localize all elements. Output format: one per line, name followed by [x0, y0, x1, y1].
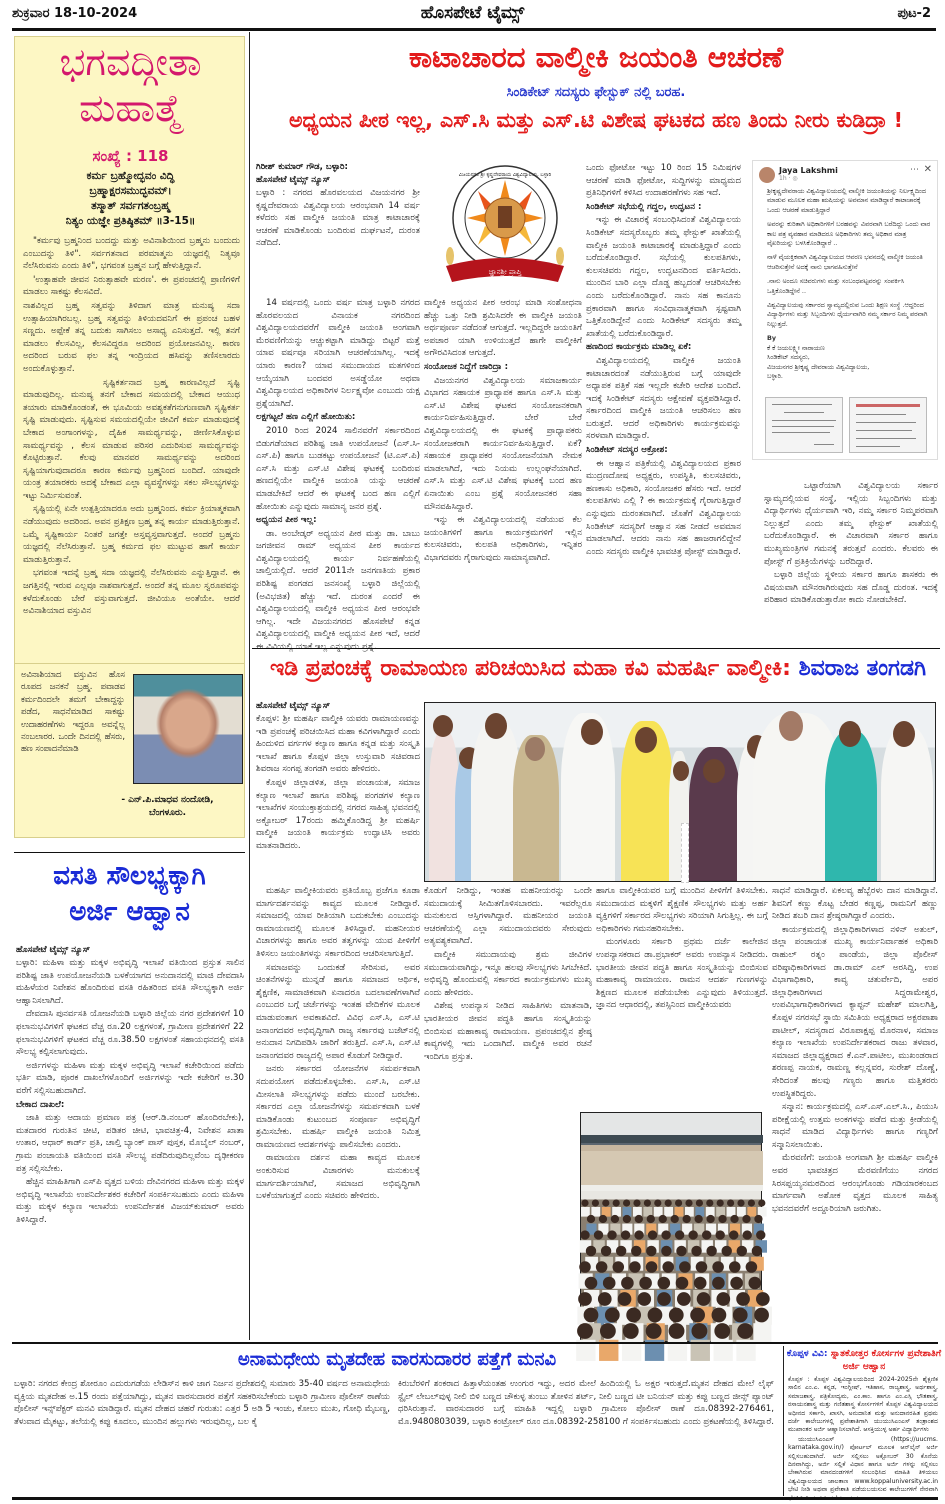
- audience-member-head: [618, 1292, 632, 1306]
- shloka-line: ತಸ್ಮಾತ್ ಸರ್ವಗತಂಬ್ರಹ್ಮ: [91, 200, 170, 212]
- audience-member-head: [647, 1215, 655, 1223]
- audience-member-head: [730, 1215, 738, 1223]
- logo-outer-text: ವಿಜಯನಗರ ಶ್ರೀ ಕೃಷ್ಣದೇವರಾಯ ವಿಶ್ವವಿದ್ಯಾಲಯ, ಬಳ್ಳಾರಿ: [458, 172, 552, 178]
- audience-member-head: [717, 1199, 724, 1206]
- lead-subhead: ಸಿಂಡಿಕೇಟ್ ಸದಸ್ಯರ ಆಕ್ರೋಶ:: [586, 445, 668, 456]
- audience-member-head: [716, 1292, 730, 1306]
- koppal-headline-blue: ಕೊಪ್ಪಳ ವಿವಿ:: [786, 1348, 828, 1359]
- audience-member-head: [654, 1199, 661, 1206]
- gita-number: ಸಂಖ್ಯೆ : 118: [92, 147, 169, 165]
- lead-paragraph: ಒಂದು ಫೋಟೋ ಇಟ್ಟು 10 ರಿಂದ 15 ನಿಮಿಷಗಳ ಆಚರಣೆ ಮಾಡಿ ಫೋಟೋ, ಸುದ್ದಿಗಳನ್ನು ಮಾಧ್ಯಮದ ಪ್ರತಿನಿಧಿಗಳಿಗೆ ಕಳಿಸಿದ ಉದಾಹರಣೆಗಳು ಸಹ ಇದೆ.: [586, 163, 741, 199]
- audience-member-head: [646, 1261, 658, 1273]
- author-signature: [95, 794, 240, 820]
- audience-member-head: [742, 1215, 750, 1223]
- lead-byline-author: ಗಿರೀಶ್ ಕುಮಾರ್ ಗೌಡ, ಬಳ್ಳಾರಿ:: [256, 162, 348, 172]
- ramayana-paragraph: ಮಹರ್ಷಿ ವಾಲ್ಮೀಕಿಯವರು ಪ್ರತಿಯೊಬ್ಬ ಪ್ರಜೆಗೂ ಕೂಡಾ ಮಾರ್ಗದರ್ಶನವನ್ನು ಕಾವ್ಯದ ಮೂಲಕ ನೀಡಿದ್ದಾರೆ. ಸಮಾಜದಲ್ಲಿ ಯಾವ ರೀತಿಯಾಗಿ ಬದುಕಬೇಕು ಎಂಬುದನ್ನು ರಾಮಾಯಣದಲ್ಲಿ ಮೂಲಕ ತಿಳಿಸಿದ್ದಾರೆ. ಮಹನೀಯರ ವಿಚಾರಗಳನ್ನು ಹಾಗೂ ಅವರ ತತ್ವಗಳನ್ನು ಯುವ ಪೀಳಿಗೆಗೆ ತಿಳಿಸಲು ಜಯಂತಿಗಳನ್ನು ಸರ್ಕಾರದಿಂದ ಆಚರಿಸಲಾಗುತ್ತಿದೆ.: [256, 886, 420, 959]
- audience-member-head: [712, 1277, 725, 1290]
- column-divider: [249, 32, 250, 1340]
- audience-member-head: [685, 1199, 692, 1206]
- audience-member-head: [696, 1261, 708, 1273]
- ramayana-paragraph: ಸಾಧನೆ ಮಾಡಿದ್ದಾರೆ. ಏಕಲವ್ಯ ಹೆಬ್ಬೆರಳು ದಾನ ಮಾಡಿದ್ದಾನೆ. ಶಿವನಿಗೆ ಕಣ್ಣು ಕೊಟ್ಟ ಬೇಡರ ಕಣ್ಣಪ್ಪ, ರಾಮನಿಗೆ ಹಣ್ಣು ನೀಡಿದ ಶಬರಿ ದಾನ ಶ್ರೇಷ್ಠರಾಗಿದ್ದಾರೆ ಎಂದರು.: [772, 886, 938, 922]
- gita-body: [23, 235, 240, 655]
- logo-lamp-right: [556, 247, 564, 265]
- crowd-heads: [576, 1199, 772, 1361]
- lead-paragraph: 2010 ರಿಂದ 2024 ಸಾಲಿನವರೆಗೆ ಸರ್ಕಾರದಿಂದ ಬಿಡುಗಡೆಯಾದ ಪರಿಶಿಷ್ಟ ಜಾತಿ ಉಪಯೋಜನೆ (ಎಸ್.ಸಿ-ಎಸ್.ಪಿ) ಹಾಗೂ ಬುಡಕಟ್ಟು ಉಪಯೋಜನೆ (ಟಿ.ಎಸ್.ಪಿ) ಎಸ್.ಸಿ ಮತ್ತು ಎಸ್.ಟಿ ವಿಶೇಷ ಘಟಕಕ್ಕೆ ಬಂದಿರುವ ಹಣದಲ್ಲಿಯೇ ವಾಲ್ಮೀಕಿ ಜಯಂತಿ ಯನ್ನು ಆಚರಣೆ ಮಾಡಬೇಕಿದೆ ಆದರೆ ಈ ಘಟಕಕ್ಕೆ ಬಂದ ಹಣ ಎಲ್ಲಿಗೆ ಹೋಯಿತು ಎನ್ನುವುದು ಸಾಮಾನ್ಯ ಜನರ ಪ್ರಶ್ನೆ.: [256, 425, 420, 512]
- audience-member-head: [694, 1277, 707, 1290]
- anonymous-body-headline: [14, 1347, 780, 1373]
- divider: [252, 648, 940, 649]
- lead-paragraph: ಬಳ್ಳಾರಿ ಜಿಲ್ಲೆಯ ಸ್ಥಳೀಯ ಸರ್ಕಾರ ಹಾಗೂ ಶಾಸಕರು ಈ ವಿಷಯವಾಗಿ ಮೌನರಾಗಿರುವುದು ಸಹ ದೊಡ್ಡ ದುರಂತ. ಇದಕ್ಕೆ ಪರಿಹಾರ ಮಾಡಿಕೊಡುತ್ತಾರೋ ಕಾದು ನೋಡಬೇಕಿದೆ.: [764, 570, 938, 606]
- university-logo: [432, 162, 578, 296]
- audience-member-head: [683, 1215, 691, 1223]
- lead-paragraph: ಈ ಆಹ್ವಾನ ಪತ್ರಿಕೆಯಲ್ಲಿ ವಿಶ್ವವಿದ್ಯಾಲಯದ ಪ್ರಕಾರ ಮುದ್ರಣದೋಷ ಅಧ್ಯಕ್ಷರು, ಉಪಸ್ಥಿತಿ, ಕುಲಸಚಿವರು, ಹಣಕಾಸು ಅಧಿಕಾರಿ, ಸಂಯೋಜಕರ ಹೆಸರು ಇದೆ. ಆದರೆ ಕುಲಪತಿಗಳು ಎಲ್ಲಿ ? ಈ ಕಾರ್ಯಕ್ರಮಕ್ಕೆ ಗೈರಾಗುತ್ತಿದ್ದಾರೆ ಎನ್ನುವುದು ದುರಂತವಾಗಿದೆ. ಜೊತೆಗೆ ವಿಶ್ವವಿದ್ಯಾಲಯ ಸಿಂಡಿಕೇಟ್ ಸದಸ್ಯರಿಗೆ ಆಹ್ವಾನ ಸಹ ನೀಡದೆ ಅವಮಾನ ಮಾಡಲಾಗಿದೆ. ಆದರು ನಾನು ಸಹ ಹಾಜರಾಗಲಿದ್ದೇನೆ ಎಂದು ಸದಸ್ಯರು ವಾಲ್ಮೀಕಿ ಭಾವಚಿತ್ರ ಪೋಸ್ಟ್ ಮಾಡಿದ್ದಾರೆ.: [586, 458, 741, 557]
- audience-member-head: [658, 1277, 671, 1290]
- audience-member-head: [706, 1215, 714, 1223]
- audience-member-head: [718, 1215, 726, 1223]
- audience-member-head: [714, 1323, 730, 1339]
- audience-member-head: [635, 1215, 643, 1223]
- gita-paragraph: ಸೃಷ್ಟಿಕರ್ತನಾದ ಬ್ರಹ್ಮ ಕಾರಣವಿಲ್ಲದೆ ಸೃಷ್ಟಿ ಮಾಡುವುದಿಲ್ಲ. ಮನುಷ್ಯ ತನಗೆ ಬೇಕಾದ ಸಮಯದಲ್ಲಿ ಬೇಕಾದ ಆಯುಧ ತಯಾರು ಮಾಡಿಕೊಂಡಂತೆ, ಈ ಭೂಮಿಯ ಅವಶ್ಯಕತೆಗನುಗುಣವಾಗಿ ಸೃಷ್ಟಿಕರ್ತ ಸೃಷ್ಟಿ ಮಾಡುವುದು. ಸೃಷ್ಟಿಸುವ ಸಮಯದಲ್ಲಿಯೇ ಜೀವಿಗೆ ಕರ್ಮ ಮಾಡುವುದಕ್ಕೆ ಬೇಕಾದ ಅಂಗಾಂಗಳನ್ನು, ದೈಹಿಕ ಸಾಮರ್ಥ್ಯವನ್ನು, ಜೀರ್ಣಿಸಿಕೊಳ್ಳುವ ಸಾಮರ್ಥ್ಯವನ್ನು , ಕೆಲಸ ಮಾಡುವ ಪರಿಸರ ಎದುರಿಸುವ ಸಾಮರ್ಥ್ಯವನ್ನು ಕೊಟ್ಟಿರುತ್ತಾನೆ. ಕೆಲವು ಮಾನವರ ಸಾಮರ್ಥ್ಯವನ್ನು ಅದರಿಂದ ಸೃಷ್ಟಿಯಾಗುವುದಾದರೂ ಕಾರಣ ಕರ್ಮವು ಬ್ರಹ್ಮನಿಂದ ಬಂದಿದೆ. ಯಾವುದೇ ಯಂತ್ರ ತಯಾರಕರು ಅದಕ್ಕೆ ಬೇಕಾದ ಎಲ್ಲಾ ವ್ಯವಸ್ಥೆಗಳನ್ನು ಸಕಲ ಸೌಲಭ್ಯಗಳನ್ನು ಇಟ್ಟು ನಿರ್ಮಿಸುವಂತೆ.: [23, 377, 240, 501]
- audience-member-head: [756, 1292, 770, 1306]
- audience-member-head: [577, 1323, 593, 1339]
- audience-member-head: [607, 1230, 616, 1239]
- audience-member-head: [737, 1199, 744, 1206]
- event-photo-audience: [580, 1112, 762, 1342]
- ramayana-headline-blue: ಶಿವರಾಜ ತಂಗಡಗಿ: [798, 656, 927, 681]
- university-emblem-svg: [432, 162, 578, 296]
- audience-member-head: [646, 1246, 656, 1256]
- gita-author-box: [14, 664, 245, 838]
- audience-member-head: [629, 1261, 641, 1273]
- fb-post-time: 1h · ◎: [779, 175, 798, 182]
- ramayana-paragraph: ಕೊಡುಗೆ ನೀಡಿದ್ದು, ಇಂತಹ ಮಹನೀಯರನ್ನು ಒಂದೇ ಸಮುದಾಯಕ್ಕೆ ಸೀಮಿತಗೊಳಿಸಬಾರದು. ಇವರೆಲ್ಲರೂ ಮನುಕುಲದ ಆಸ್ತಿಗಳಾಗಿದ್ದಾರೆ. ಮಹನೀಯರ ಜಯಂತಿ ಆಚರಣೆಯಲ್ಲಿ ಎಲ್ಲಾ ಸಮುದಾಯದವರು ಸೇರುವುದು ಅತ್ಯವಶ್ಯಕವಾಗಿದೆ.: [424, 886, 592, 947]
- ramayana-headline: [256, 653, 940, 685]
- audience-member-head: [661, 1230, 670, 1239]
- audience-member-body: [664, 1207, 673, 1217]
- audience-member-head: [690, 1308, 705, 1323]
- audience-member-head: [631, 1246, 641, 1256]
- anonymous-body-headline-text: ಅನಾಮಧೇಯ ಮೃತದೇಹ ವಾರಸುದಾರರ ಪತ್ತೆಗೆ ಮನವಿ: [237, 1349, 557, 1370]
- lead-paragraph: ವಿಶ್ವವಿದ್ಯಾಲಯದಲ್ಲಿ ವಾಲ್ಮೀಕಿ ಜಯಂತಿ ಕಾಟಾಚಾರದಂತೆ ನಡೆಯುತ್ತಿರುವ ಬಗ್ಗೆ ಯಾವುದೇ ಅಧ್ಯಾಪಕ ಪತ್ರಿಕೆ ಸಹ ಇಲ್ಲದೇ ಕಚೇರಿ ಆದೇಶ ಬಂದಿದೆ. ಇದಕ್ಕೆ ಸಿಂಡಿಕೇಟ್ ಸದಸ್ಯರು ಆಕ್ಷೇಪಣೆ ವ್ಯಕ್ತಪಡಿಸಿದ್ದಾರೆ. ಸರ್ಕಾರದಿಂದ ವಾಲ್ಮೀಕಿ ಜಯಂತಿ ಆಚರಿಸಲು ಹಣ ಬರುತ್ತದೆ. ಆದರೆ ಅಧಿಕಾರಿಗಳು ಕಾರ್ಯಕ್ರಮವನ್ನು ಸರಳವಾಗಿ ಮಾಡಿದ್ದಾರೆ.: [586, 355, 741, 442]
- fb-signoff: ಕೆ ಕೆ ಜಯಲಕ್ಷ್ಮೀ ನಾರಾಯಣ: [767, 343, 825, 352]
- audience-member-head: [702, 1230, 711, 1239]
- audience-member-head: [733, 1308, 748, 1323]
- author-photo: [133, 674, 243, 784]
- author-name: - ಎನ್.ಪಿ.ಮಾಧವ ನಂದೋಡಿ,: [121, 795, 214, 805]
- audience-member-head: [611, 1215, 619, 1223]
- audience-member-head: [671, 1215, 679, 1223]
- audience-member-head: [697, 1292, 711, 1306]
- audience-member-head: [743, 1230, 752, 1239]
- koppal-paragraph: ಕೊಪ್ಪಳ : ಕೊಪ್ಪಳ ವಿಶ್ವವಿದ್ಯಾಲಯದಿಂದ 2024-2025ನೇ ಶೈಕ್ಷಣಿಕ ಸಾಲಿನ ಎಂ.ಎ. ಕನ್ನಡ, ಇಂಗ್ಲೀಷ್, ಇತಿಹಾಸ, ರಾಜ್ಯಶಾಸ್ತ್ರ, ಅರ್ಥಶಾಸ್ತ್ರ, ಸಮಾಜಶಾಸ್ತ್ರ, ಪತ್ರಿಕೋದ್ಯಮ, ಎಂ.ಕಾಂ. ಹಾಗೂ ಎಂ.ಎಸ್ಸಿ ಭೌತಶಾಸ್ತ್ರ, ರಸಾಯನಶಾಸ್ತ್ರ ಮತ್ತು ಗಣಿತಶಾಸ್ತ್ರ ಕೋರ್ಸಗಳಿಗೆ ಕೊಪ್ಪಳ ವಿಶ್ವವಿದ್ಯಾಲಯದ ಅಧೀನದ ಸರ್ಕಾರಿ, ಖಾಸಗಿ, ಅನುದಾನಿತ ಮತ್ತು ಅನುದಾನರಹಿತ ಪ್ರಥಮ ದರ್ಜೆ ಕಾಲೇಜುಗಳಲ್ಲಿ ಪ್ರವೇಶಾತಿಗಾಗಿ ಯುಯುಸಿಎಂಎಸ್ ತಂತ್ರಾಂಶದ ಮುಖಾಂತರ ಅರ್ಜಿ ಆಹ್ವಾನಿಸಲಾಗಿದೆ. ಆಸಕ್ತಿಯುಳ್ಳ ಅರ್ಹ ವಿದ್ಯಾರ್ಥಿಗಳು: [788, 1376, 938, 1434]
- audience-member-head: [648, 1308, 663, 1323]
- lead-column-1b: [256, 297, 420, 641]
- ramayana-column-4: [772, 885, 938, 1335]
- audience-member-head: [676, 1277, 689, 1290]
- lead-paragraph: ವಾಲ್ಮೀಕಿ ಅಧ್ಯಯನ ಪೀಠ ಆರಂಭ ಮಾಡಿ ಸಂಶೋಧನಾ ಹೆಚ್ಚು ಒತ್ತು ನೀಡಿ ಶ್ರಮಿಸಿದರೇ ಈ ವಾಲ್ಮೀಕಿ ಜಯಂತಿ ಅರ್ಥಪೂರ್ಣ ನಡೆದಂತೆ ಆಗುತ್ತದೆ. ಇಲ್ಲದಿದ್ದರೇ ಜಯಂತಿಗೆ ಅಪಚಾರ ಯಾಗಿ ಉಳಿಯುತ್ತದೆ ಹಾಗೇ ವಾಲ್ಮೀಕಿಗೆ ಅಗೌರವಿಸಿದಂತ ಆಗುತ್ತದೆ.: [424, 298, 582, 359]
- divider: [12, 1342, 938, 1344]
- lead-subhead: ಸಂಯೋಜಕ ನಿದ್ದೆಗೆ ಜಾರಿದ್ರಾ :: [424, 361, 509, 372]
- vasati-headline-line1: ವಸತಿ ಸೌಲಭ್ಯಕ್ಕಾಗಿ: [53, 861, 206, 891]
- audience-member-body: [753, 1323, 771, 1343]
- audience-member-head: [599, 1215, 607, 1223]
- audience-member-head: [587, 1215, 595, 1223]
- page-number: ಪುಟ-2: [897, 6, 931, 21]
- audience-member-head: [716, 1230, 725, 1239]
- audience-member-head: [592, 1199, 599, 1206]
- audience-member-head: [736, 1292, 750, 1306]
- gita-paragraph: "ಕರ್ಮವು ಬ್ರಹ್ಮನಿಂದ ಬಂದದ್ದು ಮತ್ತು ಅವಿನಾಶಿಯಿಂದ ಬ್ರಹ್ಮನು ಬಂದುದು ಎಂಬುದನ್ನು ತಿಳಿ". ಸರ್ವಗತನಾದ ಪರಮಾತ್ಮನು ಯಜ್ಞದಲ್ಲಿ ನಿತ್ಯವೂ ನೆಲೆಸಿರುವನು ಎಂದು ತಿಳಿ", ಭಗವಂತ ಬ್ರಹ್ಮನ ಬಗ್ಗೆ ಹೇಳುತ್ತಿದ್ದಾನೆ.: [23, 236, 240, 272]
- gita-shloka: [15, 169, 246, 229]
- divider: [14, 852, 245, 853]
- koppal-headline-red: ಸ್ನಾತಕೋತ್ತರ ಕೋರ್ಸಗಳ ಪ್ರವೇಶಾತಿಗೆ ಅರ್ಜಿ ಆಹ್ವಾನ: [830, 1348, 942, 1372]
- audience-member-head: [665, 1199, 672, 1206]
- audience-member-head: [644, 1199, 651, 1206]
- fb-signoff: ವಿಜಯನಗರ ಶ್ರೀಕೃಷ್ಣ ದೇವರಾಯ ವಿಶ್ವವಿದ್ಯಾಲಯ,: [767, 362, 870, 371]
- audience-member-head: [586, 1246, 596, 1256]
- lead-column-1: [256, 187, 420, 297]
- ramayana-paragraph: ವಿಶೇಷ ಉಪನ್ಯಾಸ ನೀಡಿದ ಸಾಹಿತಿಗಳು ಮಾತನಾಡಿ, ಭಾರತೀಯರ ಜೀವನ ಪದ್ಧತಿ ಹಾಗೂ ಸಂಸ್ಕೃತಿಯನ್ನು ಬಿಂಬಿಸುವ ಮಹಾಕಾವ್ಯ ರಾಮಾಯಣ. ಪ್ರಪಂಚದಲ್ಲಿನ ಶ್ರೇಷ್ಠ ಕಾವ್ಯಗಳಲ್ಲಿ ಇದು ಒಂದಾಗಿದೆ. ವಾಲ್ಮೀಕಿ ಅವರ ರಚನೆ ಇಂದಿಗೂ ಪ್ರಸ್ತುತ.: [424, 1001, 592, 1062]
- ramayana-paragraph: ಕಾರ್ಯಕ್ರಮದಲ್ಲಿ ಜಿಲ್ಲಾಧಿಕಾರಿಗಳಾದ ನಳಿನ್ ಅತುಲ್, ಜಿಲ್ಲಾ ಪಂಚಾಯತ ಮುಖ್ಯ ಕಾರ್ಯನಿರ್ವಾಹಕ ಅಧಿಕಾರಿ ರಾಹುಲ್ ರತ್ನಂ ಪಾಂಡೆಯ, ಜಿಲ್ಲಾ ಪೊಲೀಸ್ ವರಿಷ್ಠಾಧಿಕಾರಿಗಳಾದ ಡಾ.ರಾಮ್ ಎಲ್ ಅರಸಿದ್ದಿ, ಉಪ ವಿಭಾಗಾಧಿಕಾರಿ, ಕಾವ್ಯ ಚತುರ್ವೇದಿ, ಅಪರ ಜಿಲ್ಲಾಧಿಕಾರಿಗಳಾದ ಸಿದ್ದರಾಮೇಶ್ವರ, ಉಪವಿಭಾಗಾಧಿಕಾರಿಗಳಾದ ಕ್ಯಾಪ್ಟನ್ ಮಹೇಶ್ ಮಾಲಗಿತ್ತಿ, ಕೊಪ್ಪಳ ನಗರಸಭೆ ಸ್ಥಾಯಿ ಸಮಿತಿಯ ಅಧ್ಯಕ್ಷರಾದ ಅಕ್ಬರಪಾಶಾ ಪಾಟೀಲ್, ಸದಸ್ಯರಾದ ವಿರೂಪಾಕ್ಷಪ್ಪ ಮೊರನಾಳ, ಸಮಾಜ ಕಲ್ಯಾಣ ಇಲಾಖೆಯ ಉಪನಿರ್ದೇಶಕರಾದ ರಾಜು ತಳವಾರ, ಸಮಾಜದ ಜಿಲ್ಲಾಧ್ಯಕ್ಷರಾದ ಕೆ.ಎನ್.ಪಾಟೀಲ, ಮುಖಂಡರಾದ ಶರಣಪ್ಪ ನಾಯಕ, ರಾಮಣ್ಣ ಕಲ್ಲನ್ನವರ, ಸುರೇಶ್ ದೊಣ್ಣೆ, ಸೇರಿದಂತೆ ಹಲವು ಗಣ್ಯರು ಹಾಗೂ ಮತ್ತಿತರರು ಉಪಸ್ಥಿತರಿದ್ದರು.: [772, 924, 938, 1099]
- fb-attached-document-1: [765, 397, 843, 453]
- audience-member-head: [730, 1277, 743, 1290]
- gita-title: [15, 39, 246, 131]
- audience-member-head: [677, 1292, 691, 1306]
- masthead-rule: [12, 28, 936, 31]
- shloka-line: ನಿತ್ಯಂ ಯಜ್ಞೇ ಪ್ರತಿಷ್ಠಿತಮ್ ॥3-15॥: [65, 215, 196, 227]
- gita-title-line1: ಭಗವದ್ಗೀತಾ: [59, 40, 202, 84]
- audience-member-head: [737, 1323, 753, 1339]
- ramayana-paragraph: ಜನರು ಸರ್ಕಾರದ ಯೋಜನೆಗಳ ಸಮರ್ಪಕವಾಗಿ ಸದುಪಯೋಗ ಪಡೆದುಕೊಳ್ಳಬೇಕು. ಎಸ್.ಸಿ, ಎಸ್.ಟಿ ಮೀಸಲಾತಿ ಸೌಲಭ್ಯಗಳನ್ನು ಪಡೆದು ಮುಂದೆ ಬರಬೇಕು. ಸರ್ಕಾರದ ಎಲ್ಲಾ ಯೋಜನೆಗಳನ್ನು ಸಮರ್ಪಕವಾಗಿ ಬಳಕೆ ಮಾಡಿಕೊಂಡು ಕುಟುಂಬದ ಸಂಪೂರ್ಣ ಅಭಿವೃದ್ಧಿಗೆ ಶ್ರಮಿಸಬೇಕು. ಮಹರ್ಷಿ ವಾಲ್ಮೀಕಿ ಜಯಂತಿ ನಿಮಿತ್ತ ರಾಮಾಯಣದ ಆದರ್ಶಗಳನ್ನು ಪಾಲಿಸಬೇಕು ಎಂದರು.: [256, 1064, 420, 1150]
- audience-member-body: [581, 1207, 590, 1217]
- fb-avatar: [759, 167, 775, 183]
- lead-paragraph: ಇನ್ನು ಈ ವಿಚಾರಕ್ಕೆ ಸಂಬಂಧಿಸಿದಂತೆ ವಿಶ್ವವಿದ್ಯಾಲಯ ಸಿಂಡಿಕೇಟ್ ಸದಸ್ಯರೊಬ್ಬರು ತಮ್ಮ ಫೇಸ್ಬುಕ್ ಖಾತೆಯಲ್ಲಿ ವಾಲ್ಮೀಕಿ ಜಯಂತಿ ಕಾಟಾಚಾರಕ್ಕೆ ಮಾಡುತ್ತಿದ್ದಾರೆ ಎಂದು ಬರೆದುಕೊಂಡಿದ್ದಾರೆ. ಸಭೆಯಲ್ಲಿ ಕುಲಪತಿಗಳು, ಕುಲಸಚಿವರು ಗದ್ದಲ, ಉದ್ಘಟನದಿಂದ ವರ್ತಿಸಿದರು. ಮುಂದಿನ ಬಾರಿ ಎಲ್ಲಾ ದೊಡ್ಡ ಹಬ್ಬದಂತೆ ಆಚರಿಸಬೇಕು ಎಂದು ಬರೆದುಕೊಂಡಿದ್ದಾರೆ. ನಾನು ಸಹ ಕಾನೂನು ಪ್ರಕಾರವಾಗಿ ಹಾಗೂ ಸಂವಿಧಾನಾತ್ಮಕವಾಗಿ ಸ್ಪಷ್ಟವಾಗಿ ಒತ್ತಿಕೊಂಡಿದ್ದೇನೆ ಎಂದು ಸಿಂಡಿಕೇಟ್ ಸದಸ್ಯರು ತಮ್ಮ ಖಾತೆಯಲ್ಲಿ ಬರೆದುಕೊಂಡಿದ್ದಾರೆ.: [586, 215, 741, 339]
- ramayana-paragraph: ರಾಮಾಯಣ ದರ್ಶನ ಮಹಾ ಕಾವ್ಯದ ಮೂಲಕ ಅಂಕುರಿಸುವ ವಿಚಾರಗಳು ಮನುಕುಲಕ್ಕೆ ಮಾರ್ಗದರ್ಶಿಯಾಗಿವೆ, ಸಮಾಜದ ಅಭಿವೃದ್ಧಿಗಾಗಿ ಬಳಕೆಯಾಗುತ್ತದೆ ಎಂದು ಸಚಿವರು ಹೇಳಿದರು.: [256, 1153, 420, 1202]
- fb-attached-document-2: [849, 397, 927, 453]
- anonymous-body-col-2: ಕಿರುಬೆರಳಿಗೆ ಶಂಕರಾದ ಹಿತ್ತಾಳೆಯಂತಹ ಉಂಗುರ ಇದ್ದು, ಅದರ ಮೇಲೆ ಹಿಂದಿಯಲ್ಲಿ ಓ ಅಕ್ಷರ ಇರುತ್ತದೆ.ಮೃತನ ದೇಹದ ಮೇಲೆ ಲೈಫ್ ಸ್ಟೈಲ್ ಲೇಬಲ್‌ವುಳ್ಳ ನೀಲಿ ಬಿಳಿ ಬಣ್ಣದ ಚೌಕುಳ್ಳ ತುಂಬು ತೋಳಿನ ಶರ್ಟ್, ನೀಲಿ ಬಣ್ಣದ ಟೀ ಬನಿಯನ್ ಮತ್ತು ಕಪ್ಪು ಬಣ್ಣದ ಜೀನ್ಸ್ ಪ್ಯಾಂಟ್ ಧರಿಸಿರುತ್ತಾನೆ. ವಾರಸುದಾರರ ಬಗ್ಗೆ ಮಾಹಿತಿ ಇದ್ದಲ್ಲಿ ಬಳ್ಳಾರಿ ಗ್ರಾಮೀಣ ಪೊಲೀಸ್ ಠಾಣೆ ದೂ.08392-276461, ಮೊ.9480803039, ಬಳ್ಳಾರಿ ಕಂಟ್ರೋಲ್ ರೂಂ ದೂ.08392-258100 ಗೆ ಸಂಪರ್ಕಿಸಬಹುದು ಎಂದು ಪ್ರಕಟಣೆಯಲ್ಲಿ ತಿಳಿಸಿದ್ದಾರೆ.: [398, 1379, 774, 1427]
- audience-member-head: [675, 1199, 682, 1206]
- audience-member-head: [679, 1261, 691, 1273]
- audience-member-head: [706, 1199, 713, 1206]
- gita-continuation: ಅವಿನಾಶಿಯಾದ ವಸ್ತುವಿನ ಹೊಸ ರೂಪದ ಜನಕನೆ ಬ್ರಹ್ಮ. ಪವಾಡವ ಕರ್ಮದಿಂದಲೇ ತಮಗೆ ಬೇಕಾದ್ದನ್ನು ಪಡೆದ, ಸಾಧನೆಮಾಡಿದ ಸಾಕಷ್ಟು ಉದಾಹರಣೆಗಳು ಇದ್ದರೂ ಅವನ್ನೆಲ್ಲ ನಂಬಲಾರರ. ಒಂದೇ ದಿನದಲ್ಲಿ ಹೆಸರು, ಹಣ ಸಂಪಾದನೆಮಾಡಿ: [21, 669, 125, 754]
- audience-member-head: [754, 1308, 769, 1323]
- event-photo-lamp-lighting: [424, 702, 936, 882]
- gita-paragraph: ನಾಶವಿಲ್ಲದ ಬ್ರಹ್ಮ ಸತ್ವವನ್ನು ತಿಳಿದಾಗ ಮಾತ್ರ ಮನುಷ್ಯ ಸದಾ ಉತ್ಸಾಹಿಯಾಗಿರಬಲ್ಲ. ಬ್ರಹ್ಮ ಸತ್ವವನ್ನು ತಿಳಿಯದವನಿಗೆ ಈ ಪ್ರಪಂಚ ಬಹಳ ಸಣ್ಣದು. ಅಪ್ಪೇಕೆ ತನ್ನ ಬದುಕು ಸಾಗಿಸಲು ಅಸಾಧ್ಯ ಎನಿಸುತ್ತದೆ. ಇಲ್ಲಿ ತನಗೆ ಮಾಡಲು ಕೆಲಸವಿಲ್ಲ, ಕೆಲಸವಿದ್ದರೂ ಅದರಿಂದ ಪ್ರಯೋಜನವಿಲ್ಲ. ಕಾರಣ ಅದರಿಂದ ಬರುವ ಫಲ ತನ್ನ ಇಂದ್ರಿಯದ ಹಸಿವನ್ನು ತಣಿಸಲಾರದು ಅಂದುಕೊಳ್ಳುತ್ತಾನೆ.: [23, 300, 240, 374]
- more-icon: ⋯: [910, 165, 919, 175]
- audience-member-head: [578, 1292, 592, 1306]
- ramayana-column-2-continued: [424, 1112, 576, 1338]
- close-icon: ✕: [923, 164, 932, 175]
- gita-title-line2: ಮಹಾತ್ಮೆ: [79, 86, 182, 130]
- ramayana-paragraph: ಕೊಪ್ಪಳ ಜಿಲ್ಲಾಡಳಿತ, ಜಿಲ್ಲಾ ಪಂಚಾಯತ, ಸಮಾಜ ಕಲ್ಯಾಣ ಇಲಾಖೆ ಹಾಗೂ ಪರಿಶಿಷ್ಟ ಪಂಗಡಗಳ ಕಲ್ಯಾಣ ಇಲಾಖೆಗಳ ಸಂಯುಕ್ತಾಶ್ರಯದಲ್ಲಿ ನಗರದ ಸಾಹಿತ್ಯ ಭವನದಲ್ಲಿ ಅಕ್ಟೋಬರ್ 17ರಂದು ಹಮ್ಮಿಕೊಂಡಿದ್ದ ಶ್ರೀ ಮಹರ್ಷಿ ವಾಲ್ಮೀಕಿ ಜಯಂತಿ ಕಾರ್ಯಕ್ರಮ ಉದ್ಘಾಟಿಸಿ ಅವರು ಮಾತನಾಡಿದರು.: [256, 777, 420, 851]
- lead-subhead: ಹಣದಿಂದ ಕಾರ್ಯಕ್ರಮ ಮಾಡಿಲ್ಲ ಏಕೆ:: [586, 342, 692, 353]
- audience-member-head: [669, 1323, 685, 1339]
- ramayana-paragraph: ಹಾಗೂ ವಾಲ್ಮೀಕಿಯವರ ಬಗ್ಗೆ ಮುಂದಿನ ಪೀಳಿಗೆಗೆ ತಿಳಿಸಬೇಕು. ಸಮುದಾಯದ ಮಕ್ಕಳಿಗೆ ಶೈಕ್ಷಣಿಕ ಸೌಲಭ್ಯಗಳು ಮತ್ತು ಅರ್ಹ ವ್ಯಕ್ತಿಗಳಿಗೆ ಸರ್ಕಾರದ ಸೌಲಭ್ಯಗಳು ಸರಿಯಾಗಿ ಸಿಗುತ್ತಿಲ್ಲ. ಈ ಬಗ್ಗೆ ಅಧಿಕಾರಿಗಳು ಗಮನಹರಿಸಬೇಕು.: [596, 886, 768, 934]
- audience-member-head: [603, 1277, 616, 1290]
- audience-member-head: [748, 1199, 755, 1206]
- audience-member-head: [623, 1215, 631, 1223]
- page-bottom-rule: [12, 1497, 938, 1500]
- vasati-paragraph: ಹೆಚ್ಚಿನ ಮಾಹಿತಿಗಾಗಿ ಎಸ್‌ಪಿ ವೃತ್ತದ ಬಳಿಯ ದೇವಿನಗರದ ಮಹಿಳಾ ಮತ್ತು ಮಕ್ಕಳ ಅಭಿವೃದ್ಧಿ ಇಲಾಖೆಯ ಉಪನಿರ್ದೇಶಕರ ಕಚೇರಿಗೆ ಸಂಪರ್ಕಿಸಬಹುದು ಎಂದು ಮಹಿಳಾ ಮತ್ತು ಮಕ್ಕಳ ಕಲ್ಯಾಣ ಇಲಾಖೆಯ ಉಪನಿರ್ದೇಶಕ ವಿಜಯ್‌ಕುಮಾರ್ ಅವರು ತಿಳಿಸಿದ್ದಾರೆ.: [16, 1177, 244, 1225]
- lead-subhead: ಸಿಂಡಿಕೇಟ್ ಸಭೆಯಲ್ಲಿ ಗದ್ದಲ, ಉದ್ಘಟನ :: [586, 201, 702, 212]
- audience-member-head: [746, 1261, 758, 1273]
- vasati-paragraph: ಬಳ್ಳಾರಿ: ಮಹಿಳಾ ಮತ್ತು ಮಕ್ಕಳ ಅಭಿವೃದ್ಧಿ ಇಲಾಖೆ ವತಿಯಿಂದ ಪ್ರಸ್ತುತ ಸಾಲಿನ ಪರಿಶಿಷ್ಟ ಜಾತಿ ಉಪಯೋಜನೆಯಡಿ ಬಳಕೆಯಾಗದ ಅನುದಾನದಲ್ಲಿ ಮಾಜಿ ದೇವದಾಸಿ ಮಹಿಳೆಯರ ನಿವೇಶನ ಹೊಂದಿರುವ ವಸತಿ ರಹಿತರಿಂದ ವಸತಿ ಸೌಲಭ್ಯಕ್ಕಾಗಿ ಅರ್ಜಿ ಆಹ್ವಾನಿಸಲಾಗಿದೆ.: [16, 958, 244, 1006]
- audience-member-head: [729, 1261, 741, 1273]
- vasati-headline: [14, 858, 245, 930]
- ramayana-paragraph: ಮೆರವಣಿಗೆ: ಜಯಂತಿ ಅಂಗವಾಗಿ ಶ್ರೀ ಮಹರ್ಷಿ ವಾಲ್ಮೀಕಿ ಅವರ ಭಾವಚಿತ್ರದ ಮೆರವಣಿಗೆಯು ನಗರದ ಸಿರಸಪ್ಪಯ್ಯನಮಠದಿಂದ ಆರಂಭಗೊಂಡು ಗಡಿಯಾರಕಂಬದ ಮಾರ್ಗವಾಗಿ ಅಶೋಕ ವೃತ್ತದ ಮೂಲಕ ಸಾಹಿತ್ಯ ಭವನದವರೆಗೆ ಅದ್ದೂರಿಯಾಗಿ ಜರುಗಿತು.: [772, 1153, 938, 1214]
- ramayana-paragraph: ವಾಲ್ಮೀಕಿ ಸಮುದಾಯವು ಶ್ರಮ ಜೀವಿಗಳ ಸಮುದಾಯವಾಗಿದ್ದು, ಇನ್ನೂ ಹಲವು ಸೌಲಭ್ಯಗಳು ಸಿಗಬೇಕಿದೆ. ಅಭಿವೃದ್ಧಿ ಹೊಂದುವಲ್ಲಿ ಸರ್ಕಾರದ ಕಾರ್ಯಕ್ರಮಗಳು ಮುಖ್ಯ ಎಂದು ಹೇಳಿದರು.: [424, 949, 592, 998]
- vasati-headline-line2: ಅರ್ಜಿ ಆಹ್ವಾನ: [69, 897, 190, 927]
- audience-member-head: [659, 1215, 667, 1223]
- fb-user-name: Jaya Lakshmi: [779, 166, 838, 175]
- vasati-byline: ಹೊಸಪೇಟೆ ಟೈಮ್ಸ್ ನ್ಯೂಸ್: [16, 945, 91, 955]
- ramayana-column-3: [596, 885, 768, 1085]
- audience-member-head: [613, 1261, 625, 1273]
- lead-paragraph: 14 ವರ್ಷದಲ್ಲಿ ಒಂದು ವರ್ಷ ಮಾತ್ರ ಬಳ್ಳಾರಿ ನಗರದ ಹೊರವಲಯದ ವಿನಾಯಕ ನಗರದಿಂದ ವಿಶ್ವವಿದ್ಯಾಲಯದವರೆಗೆ ವಾಲ್ಮೀಕಿ ಜಯಂತಿ ಅಂಗವಾಗಿ ಮೆರವಣಿಗೆಯನ್ನು ಆಚ್ಚುಕಟ್ಟಾಗಿ ಮಾಡಿದ್ದು ಬಿಟ್ಟರೆ ಮತ್ತೆ ಯಾವ ವರ್ಷವೂ ಸರಿಯಾಗಿ ಆಚರಣೆಯಾಗಿಲ್ಲ. ಇದಕ್ಕೆ ಯಾರು ಕಾರಣ? ಯಾವ ಸಮುದಾಯದ ಮತಗಳಿಂದ ಆಯ್ಕೆಯಾಗಿ ಬಂದವರ ಅಸಡ್ಡೆಯೋ ಅಥವಾ ವಿಶ್ವವಿದ್ಯಾಲಯದ ಅಧಿಕಾರಿಗಳ ನಿರ್ಲಕ್ಷ್ಯವೋ ಎಂಬುದು ಯಕ್ಷ ಪ್ರಶ್ನೆಯಾಗಿದೆ.: [256, 298, 420, 409]
- audience-member-head: [706, 1246, 716, 1256]
- audience-member-head: [579, 1261, 591, 1273]
- audience-member-head: [585, 1277, 598, 1290]
- issue-date: ಶುಕ್ರವಾರ 18-10-2024: [12, 6, 138, 21]
- fb-paragraph: ವಿಶ್ವವಿದ್ಯಾಲಯವು ಸರ್ಕಾರದ ಸ್ವಾಮ್ಯದಲ್ಲಿರುವ ಒಂದು ಶಿಕ್ಷಣ ಸಂಸ್ಥೆ .ಆದ್ದರಿಂದ ವಿದ್ಯಾರ್ಥಿಗಳು ಮತ್ತು ಸಿಬ್ಬಂದಿಗಳು ಧೈರ್ಯವಾಗಿರಿ ನಮ್ಮ ಸರ್ಕಾರ ನಿಮ್ಮ ಪರವಾಗಿ ನಿಲ್ಲುತ್ತದೆ.: [767, 301, 928, 328]
- lead-paragraph: ಇನ್ನು ಈ ವಿಶ್ವವಿದ್ಯಾಲಯದಲ್ಲಿ ನಡೆಯುವ ಕೆಲ ಜಯಂತಿಗಳಿಗೆ ಹಾಗೂ ಕಾರ್ಯಕ್ರಮಗಳಿಗೆ ಇಲ್ಲಿನ ಕುಲಸಚಿವರು, ಕುಲಪತಿ ಅಧಿಕಾರಿಗಳು, ಇನ್ನಿತರ ವಿಭಾಗದವರು ಗೈರಾಗುವುದು ಸಾಮಾನ್ಯವಾಗಿದೆ.: [424, 515, 582, 563]
- audience-member-head: [669, 1308, 684, 1323]
- lead-deck: ಅಧ್ಯಯನ ಪೀಠ ಇಲ್ಲ, ಎಸ್.ಸಿ ಮತ್ತು ಎಸ್.ಟಿ ವಿಶೇಷ ಘಟಕದ ಹಣ ತಿಂದು ನೀರು ಕುಡಿದ್ರಾ !: [288, 108, 904, 132]
- lead-paragraph: ಒಟ್ಟಾರೆಯಾಗಿ ವಿಶ್ವವಿದ್ಯಾಲಯ ಸರ್ಕಾರ ಸ್ವಾಮ್ಯದಲ್ಲಿಯವ ಸಂಸ್ಥೆ, ಇಲ್ಲಿಯ ಸಿಬ್ಬಂದಿಗಳು ಮತ್ತು ವಿದ್ಯಾರ್ಥಿಗಳು ಧೈರ್ಯವಾಗಿ ಇರಿ, ನಮ್ಮ ಸರ್ಕಾರ ನಿಮ್ಮಪರವಾಗಿ ನಿಲ್ಲುತ್ತದೆ ಎಂದು ತಮ್ಮ ಫೇಸ್ಬುಕ್ ಖಾತೆಯಲ್ಲಿ ಬರೆದುಕೊಂಡಿದ್ದಾರೆ. ಈ ವಿಚಾರವಾಗಿ ಸರ್ಕಾರ ಹಾಗೂ ಮುಖ್ಯಮಂತ್ರಿಗಳ ಗಮನಕ್ಕೆ ತರುತ್ತವೆ ಎಂದರು. ಕೆಲವರು ಈ ಪೋಸ್ಟ್ ಗೆ ಪ್ರತಿಕ್ರಿಯೆಗಳನ್ನು ಬರೆದಿದ್ದಾರೆ.: [764, 481, 938, 567]
- audience-member-head: [626, 1308, 641, 1323]
- audience-member-body: [747, 1207, 756, 1217]
- audience-member-head: [756, 1230, 765, 1239]
- brass-lamp: [681, 823, 689, 883]
- lead-subheadline: ಸಿಂಡಿಕೇಟ್ ಸದಸ್ಯರು ಫೇಸ್ಬುಕ್ ನಲ್ಲಿ ಬರಹ.: [506, 85, 686, 100]
- lead-headline: ಕಾಟಾಚಾರದ ವಾಲ್ಮೀಕಿ ಜಯಂತಿ ಆಚರಣೆ: [408, 40, 784, 74]
- audience-member-head: [661, 1246, 671, 1256]
- audience-member-head: [675, 1230, 684, 1239]
- fb-signoff: ಬಳ್ಳಾರಿ.: [767, 371, 783, 380]
- fb-signoff: ಸಿಂಡಿಕೇಟ್ ಸದಸ್ಯರು,: [767, 353, 810, 362]
- koppal-paragraph: ಯುಯುಸಿಎಂಎಸ್ (https://uucms. karnataka.gov.in/) ಪೋರ್ಟಲ್ ಮೂಲಕ ಆನ್‌ಲೈನ್ ಅರ್ಜಿ ಸಲ್ಲಿಸಬಹುದಾಗಿದೆ. ಅರ್ಜಿ ಸಲ್ಲಿಸಲು ಅಕ್ಟೋಬರ್ 30 ಕೊನೆಯ ದಿನವಾಗಿದ್ದು, ಅರ್ಜಿ ಸಲ್ಲಿಕೆ ವಿಧಾನ ಹಾಗೂ ಅರ್ಜಿ ಗಳನ್ನು ಸಲ್ಲಿಸಲು ಬೇಕಾಗಿರುವ ಮಾನದಂಡಗಳಿಗೆ ಸಂಬಂಧಿಸಿದ ಮಾಹಿತಿ ತಿಳಿಯಲು ವಿಶ್ವವಿದ್ಯಾಲಯದ ಜಾಲತಾಣ www.koppaluniversity.ac.in ಭೇಟಿ ನೀಡಿ ಅಥವಾ ಪ್ರವೇಶಾತಿ ಪಡೆಯಬಯಸುವ ಕಾಲೇಜುಗಳಿಗೆ ನೇರವಾಗಿ: [788, 1435, 938, 1494]
- lead-column-2: [424, 297, 582, 641]
- lead-column-4: [764, 480, 938, 640]
- ramayana-headline-red: ಇಡಿ ಪ್ರಪಂಚಕ್ಕೆ ರಾಮಾಯಣ ಪರಿಚಯಿಸಿದ ಮಹಾ ಕವಿ ಮಹರ್ಷಿ ವಾಲ್ಮೀಕಿ:: [269, 656, 799, 681]
- shloka-line: ಬ್ರಹ್ಮಾಕ್ಷರಸಮುದ್ಭವಮ್।: [89, 185, 172, 197]
- audience-member-head: [676, 1246, 686, 1256]
- lead-column-3: [586, 162, 741, 642]
- audience-member-head: [639, 1277, 652, 1290]
- lead-byline-source: ಹೊಸಪೇಟೆ ಟೈಮ್ಸ್ ನ್ಯೂಸ್: [256, 175, 331, 185]
- logo-ribbon-text: ಜ್ಞಾನಶ್ರೀ ಪ್ರಾಪ್ತಿ: [488, 268, 522, 276]
- vasati-paragraph: ಜಾತಿ ಮತ್ತು ಆದಾಯ ಪ್ರಮಾಣ ಪತ್ರ (ಆರ್.ಡಿ.ನಂಬರ್ ಹೊಂದಿರಬೇಕು), ಮತದಾರರ ಗುರುತಿನ ಚೀಟಿ, ಪಡಿತರ ಚೀಟಿ, ಭಾವಚಿತ್ರ-4, ನಿವೇಶನ ಖಾತಾ ಉತಾರ, ಆಧಾರ್ ಕಾರ್ಡ್ ಪ್ರತಿ, ಚಾಲ್ತಿ ಬ್ಯಾಂಕ್ ಪಾಸ್ ಪುಸ್ತಕ, ಮೊಬೈಲ್ ನಂಬರ್, ಗ್ರಾಮ ಪಂಚಾಯತಿ ವತಿಯಿಂದ ವಸತಿ ಸೌಲಭ್ಯ ಪಡೆದಿರುವುದಿಲ್ಲವೆಂಬ ದೃಢೀಕರಣ ಪತ್ರ ಸಲ್ಲಿಸಬೇಕು.: [16, 1113, 244, 1174]
- audience-member-body: [737, 1207, 746, 1217]
- audience-member-head: [722, 1246, 732, 1256]
- audience-member-head: [637, 1292, 651, 1306]
- audience-member-head: [623, 1323, 639, 1339]
- ramayana-intro: [256, 713, 420, 885]
- ramayana-paragraph: ಕೊಪ್ಪಳ: ಶ್ರೀ ಮಹರ್ಷಿ ವಾಲ್ಮೀಕಿ ಯವರು ರಾಮಾಯಣವನ್ನು ಇಡಿ ಪ್ರಪಂಚಕ್ಕೆ ಪರಿಚಯಿಸಿದ ಮಹಾ ಕವಿಗಳಾಗಿದ್ದಾರೆ ಎಂದು ಹಿಂದುಳಿದ ವರ್ಗಗಳ ಕಲ್ಯಾಣ ಹಾಗೂ ಕನ್ನಡ ಮತ್ತು ಸಂಸ್ಕೃತಿ ಇಲಾಖೆ ಹಾಗೂ ಕೊಪ್ಪಳ ಜಿಲ್ಲಾ ಉಸ್ತುವಾರಿ ಸಚಿವರಾದ ಶಿವರಾಜ ಸಂಗಪ್ಪ ತಂಗಡಗಿ ಅವರು ಹೇಳಿದರು.: [256, 714, 420, 775]
- fb-paragraph: ಅವರನ್ನು ಕುರಿತಾಗಿ ಅಧಿಕಾರಿಗಳಿಗೆ ಬರಹವನ್ನು ವಿವರವಾಗಿ ಬರೆದಿದ್ದು ಒಂದು ವಾರ ಕಾಲ ಪತ್ರ ವ್ಯವಹಾರ ಮಾಡಿದರೂ ಅಧಿಕಾರಿಗಳು ತಮ್ಮ ಅಧಿಕಾರ ಮಾತ್ರ ವೈಖರಿಯನ್ನು ಬಳಸಿಕೊಂಡಿದ್ದಾರೆ ..: [767, 220, 931, 248]
- audience-member-head: [712, 1308, 727, 1323]
- vasati-subhead: ಬೇಕಾದ ದಾಖಲೆ:: [16, 1099, 65, 1110]
- audience-member-head: [634, 1230, 643, 1239]
- audience-member-head: [749, 1277, 762, 1290]
- lead-paragraph: ಬಳ್ಳಾರಿ : ನಗರದ ಹೊರವಲಯದ ವಿಜಯನಗರ ಶ್ರೀ ಕೃಷ್ಣದೇವರಾಯ ವಿಶ್ವವಿದ್ಯಾಲಯ ಆರಂಭವಾಗಿ 14 ವರ್ಷ ಕಳೆದರು ಸಹ ವಾಲ್ಮೀಕಿ ಜಯಂತಿ ಮಾತ್ರ ಕಾಟಾಚಾರಕ್ಕೆ ಆಚರಣೆ ಮಾಡಿಕೊಂಡು ಬಂದಿರುವ ದುರ್ಘಟನೆ, ದುರಂತ ನಡೆದಿದೆ.: [256, 188, 420, 249]
- audience-member-head: [691, 1323, 707, 1339]
- audience-member-head: [621, 1230, 630, 1239]
- fb-paragraph: .ನಾನು ಅಂದೂ ಸಚಿವರುಗಳು ಮತ್ತು ಸಂಬಂಧಪಟ್ಟವರನ್ನು ಸಂಪರ್ಕಿಸಿ ಒತ್ತಿಕೊಂಡಿದ್ದೇನೆ ..: [767, 277, 905, 295]
- audience-crowd-svg: [581, 1113, 763, 1343]
- audience-member-body: [591, 1207, 600, 1217]
- logo-lamp-left: [446, 247, 454, 265]
- audience-member-head: [621, 1277, 634, 1290]
- koppal-univ-body: [788, 1376, 938, 1496]
- koppal-univ-headline: [786, 1347, 942, 1373]
- audience-member-head: [602, 1199, 609, 1206]
- audience-member-head: [695, 1215, 703, 1223]
- gita-paragraph: 'ಉತ್ಸಾಹವೇ ಜೀವನ ನಿರುತ್ಸಾಹವೇ ಮರಣ'. ಈ ಪ್ರಪಂಚದಲ್ಲಿ ಪ್ರಾಣಿಗಳಿಗೆ ಮಾಡಲು ಸಾಕಷ್ಟು ಕೆಲಸವಿದೆ.: [23, 274, 240, 298]
- audience-member-head: [584, 1308, 599, 1323]
- ramayana-byline: ಹೊಸಪೇಟೆ ಟೈಮ್ಸ್ ನ್ಯೂಸ್: [256, 701, 331, 711]
- column-divider: [783, 1346, 784, 1496]
- gita-column-box: [14, 36, 245, 664]
- author-place: ಬೆಂಗಳೂರು.: [148, 808, 187, 818]
- gita-paragraph: ಸೃಷ್ಟಿಯಲ್ಲಿ ಏನೇ ಉತ್ಪತ್ತಿಯಾದರೂ ಅದು ಬ್ರಹ್ಮನಿಂದ. ಕರ್ಮ ಕ್ರಿಯಾತ್ಮಕವಾಗಿ ನಡೆಯುವುದು ಅದರಿಂದ. ಅವನ ಪ್ರತಿಕ್ಷಣ ಬ್ರಹ್ಮ ತನ್ನ ಕಾರ್ಯ ಮಾಡುತ್ತಿರುತ್ತಾನೆ. ಒಮ್ಮೆ ಸೃಷ್ಟಿಕಾರ್ಯ ನಿಂತರೆ ಜಗತ್ತೇ ಅಸ್ತವ್ಯಸ್ತವಾಗುತ್ತದೆ. ಅಂದರೆ ಬ್ರಹ್ಮನು ಯಜ್ಞದಲ್ಲಿ ನೆಲೆಸಿರುತ್ತಾನೆ. ಬ್ರಹ್ಮ ಕರ್ಮದ ಫಲ ಮುಟ್ಟುವ ಹಾಗೆ ಕಾರ್ಯ ಮಾಡುತ್ತಿರುತ್ತಾನೆ.: [23, 504, 240, 565]
- audience-member-head: [752, 1246, 762, 1256]
- gita-paragraph: ಭಗವಂತ ಇದನ್ನೆ ಬ್ರಹ್ಮ ಸದಾ ಯಜ್ಞದಲ್ಲಿ ನೆಲೆಸಿರುವನು ಎನ್ನುತ್ತಿದ್ದಾನೆ. ಈ ಜಗತ್ತಿನಲ್ಲಿ ಇರುವ ಎಲ್ಲವೂ ನಾಶವಾಗುತ್ತದೆ. ಅಂದರೆ ತನ್ನ ಮೂಲ ಸ್ವರೂಪವನ್ನು ಕಳೆದುಕೊಂಡು ಬೇರೆ ವಸ್ತುವಾಗುತ್ತದೆ. ಜೀವಿಯೂ ಅಂತೆಯೇ. ಆದರೆ ಅವಿನಾಶಿಯಾದ ವಸ್ತುವಿನ: [23, 568, 240, 617]
- facebook-post-screenshot: [752, 160, 938, 460]
- audience-member-head: [662, 1261, 674, 1273]
- audience-member-head: [613, 1199, 620, 1206]
- audience-member-head: [581, 1199, 588, 1206]
- audience-member-head: [657, 1292, 671, 1306]
- ramayana-column-1: [256, 885, 420, 1335]
- audience-member-head: [580, 1230, 589, 1239]
- audience-member-head: [605, 1308, 620, 1323]
- vasati-paragraph: ಅರ್ಜಿಗಳನ್ನು ಮಹಿಳಾ ಮತ್ತು ಮಕ್ಕಳ ಅಭಿವೃದ್ಧಿ ಇಲಾಖೆ ಕಚೇರಿಯಿಂದ ಪಡೆದು ಭರ್ತಿ ಮಾಡಿ, ಪೂರಕ ದಾಖಲೆಗಳೊಂದಿಗೆ ಅರ್ಜಿಗಳನ್ನು ಇದೇ ಕಚೇರಿಗೆ ಅ.30 ವರೆಗೆ ಸಲ್ಲಿಸಬಹುದಾಗಿದೆ.: [16, 1060, 244, 1096]
- anonymous-body-col-1: ಬಳ್ಳಾರಿ: ನಗರದ ಕೇಂದ್ರ ಶೋರೂಂ ಎದುರುಗಡೆಯ ಲೇಡಿಸ್‌ನ ಕಾಳಿ ಜಾಗ ನಿರ್ಜನ ಪ್ರದೇಶದಲ್ಲಿ ಸುಮಾರು 35-40 ವರ್ಷದ ಅನಾಮಧೇಯ ವ್ಯಕ್ತಿಯ ಮೃತದೇಹ ಅ.15 ರಂದು ಪತ್ತೆಯಾಗಿದ್ದು, ಮೃತನ ವಾರಸುದಾರರ ಪತ್ತೆಗೆ ಸಹಕರಿಸಬೇಕೆಂದು ಬಳ್ಳಾರಿ ಗ್ರಾಮೀಣ ಪೊಲೀಸ್ ಠಾಣೆಯ ಪೊಲೀಸ್ ಇನ್ಸ್‌ಪೆಕ್ಟರ್ ಮನವಿ ಮಾಡಿದ್ದಾರೆ. ಮೃತನ ದೇಹದ ಚಹರೆ ಗುರುತು: ಎತ್ತರ 5 ಅಡಿ 5 ಇಂಚು, ಕೋಲು ಮುಖ, ಗೋಧಿ ಮೈಬಣ್ಣ, ತೆಳುವಾದ ಮೈಕಟ್ಟು, ತಲೆಯಲ್ಲಿ ಕಪ್ಪು ಕೂದಲು, ಮುಂದಿನ ಹಲ್ಲುಗಳು ಇರುವುದಿಲ್ಲ, ಬಲ ಕೈ: [14, 1379, 390, 1427]
- lead-subhead: ಅಧ್ಯಯನ ಪೀಠ ಇಲ್ಲ:: [256, 515, 317, 526]
- audience-member-head: [758, 1199, 765, 1206]
- lead-paragraph: ವಿಜಯನಗರ ವಿಶ್ವವಿದ್ಯಾಲಯ ಸಮಾಜಕಾರ್ಯ ವಿಭಾಗದ ಸಹಾಯಕ ಪ್ರಾಧ್ಯಾಪಕ ಹಾಗೂ ಎಸ್.ಸಿ ಮತ್ತು ಎಸ್.ಟಿ ವಿಶೇಷ ಘಟಕದ ಸಂಯೋಜನಕರಾಗಿ ಕಾರ್ಯನಿರ್ವಹಿಸುತ್ತಿದ್ದಾರೆ. ಬೇರೆ ಬೇರೆ ವಿಶ್ವವಿದ್ಯಾಲಯದಲ್ಲಿ ಈ ಘಟಕಕ್ಕೆ ಪ್ರಾಧ್ಯಾಪಕರು ಸಂಯೋಜಕರಾಗಿ ಕಾರ್ಯನಿರ್ವಹಿಸುತ್ತಿದ್ದಾರೆ. ಏಕೆ? ಸಹಾಯಕ ಪ್ರಾಧ್ಯಾಪಕರ ಸಂಯೋಜನೆಯಾಗಿ ನೇಮಕ ಮಾಡಲಾಗಿದೆ, ಇದು ನಿಯಮ ಉಲ್ಲಂಘನೆಯಾಗಿದೆ. ಎಸ್.ಸಿ ಮತ್ತು ಎಸ್.ಟಿ ವಿಶೇಷ ಘಟಕಕ್ಕೆ ಬಂದ ಹಣ ಏನಾಯಿತು ಎಂಬ ಪ್ರಶ್ನೆ ಸಂಯೋಜನಕರ ಸಹಾ ಮೌನವಹಿಸಿದ್ದಾರೆ.: [424, 375, 582, 512]
- fb-paragraph: ನಾಳೆ ವೈಯಕ್ತಿಕವಾಗಿ ವಿಶ್ವವಿದ್ಯಾಲಯದ ಆವರಣ ಭವನದಲ್ಲಿ ವಾಲ್ಮೀಕಿ ಜಯಂತಿ ಆಚರಿಸುತ್ತೇನೆ ಅದಕ್ಕೆ ನಾನು ಭಾಗವಹಿಸುತ್ತೇನೆ: [767, 253, 923, 271]
- masthead: [0, 0, 945, 28]
- ramayana-column-2: [424, 885, 592, 1085]
- audience-member-head: [712, 1261, 724, 1273]
- ramayana-paragraph: ಸನ್ಮಾನ: ಕಾರ್ಯಕ್ರಮದಲ್ಲಿ ಎಸ್.ಎಸ್.ಎಲ್.ಸಿ., ಪಿಯುಸಿ ಪರೀಕ್ಷೆಯಲ್ಲಿ ಉತ್ತಮ ಅಂಕಗಳನ್ನು ಪಡೆದ ಮತ್ತು ಕ್ರೀಡೆಯಲ್ಲಿ ಸಾಧನೆ ಮಾಡಿದ ವಿದ್ಯಾರ್ಥಿಗಳು ಹಾಗೂ ಗಣ್ಯರಿಗೆ ಸನ್ಮಾನಿಸಲಾಯಿತು.: [772, 1102, 938, 1150]
- audience-member-head: [737, 1246, 747, 1256]
- fb-signoff: By: [767, 334, 777, 343]
- audience-member-head: [623, 1199, 630, 1206]
- audience-member-head: [601, 1246, 611, 1256]
- fb-paragraph: ಶ್ರೀಕೃಷ್ಣದೇವರಾಯ ವಿಶ್ವವಿದ್ಯಾಲಯದಲ್ಲಿ ವಾಲ್ಮೀಕಿ ಜಯಂತಿಯನ್ನು ನಿರ್ಲಕ್ಷ್ಯದಿಂದ ಮಾಡುವ ಮೂಲಕ ಮಹಾ ಋಷಿಯನ್ನು ಅವಮಾನ ಮಾಡಿದ್ದಾರೆ ಕಾಟಾಚಾರಕ್ಕೆ ಒಂದು ಆಚರಣೆ ಮಾಡುತ್ತಿದ್ದಾರೆ: [767, 187, 926, 214]
- audience-member-head: [648, 1230, 657, 1239]
- logo-figure: [498, 206, 512, 228]
- vasati-body: [16, 957, 244, 1337]
- audience-member-head: [729, 1230, 738, 1239]
- audience-member-head: [688, 1230, 697, 1239]
- audience-member-head: [696, 1199, 703, 1206]
- vasati-paragraph: ದೇವದಾಸಿ ಪುನರ್ವಸತಿ ಯೋಜನೆಯಡಿ ಬಳ್ಳಾರಿ ಜಿಲ್ಲೆಯ ನಗರ ಪ್ರದೇಶಗಳಿಗೆ 10 ಫಲಾನುಭವಿಗಳಿಗೆ ಘಟಕದ ವೆಚ್ಚ ರೂ.20 ಲಕ್ಷಗಳಂತೆ, ಗ್ರಾಮೀಣ ಪ್ರದೇಶಗಳಿಗೆ 22 ಫಲಾನುಭವಿಗಳಿಗೆ ಘಟಕದ ವೆಚ್ಚ ರೂ.38.50 ಲಕ್ಷಗಳಂತೆ ಸಹಾಯಧನದಲ್ಲಿ ವಸತಿ ಸೌಲಭ್ಯ ಕಲ್ಪಿಸಲಾಗುವುದು.: [16, 1009, 244, 1058]
- audience-member-head: [616, 1246, 626, 1256]
- audience-member-head: [691, 1246, 701, 1256]
- audience-member-head: [594, 1230, 603, 1239]
- fb-post-text: [767, 187, 933, 387]
- audience-member-head: [600, 1323, 616, 1339]
- audience-member-head: [598, 1292, 612, 1306]
- audience-member-head: [596, 1261, 608, 1273]
- shloka-line: ಕರ್ಮ ಬ್ರಹ್ಮೋದ್ಭವಂ ವಿದ್ಧಿ: [86, 170, 175, 182]
- audience-member-head: [646, 1323, 662, 1339]
- ramayana-paragraph: ಮಂಗಳೂರು ಸರ್ಕಾರಿ ಪ್ರಥಮ ದರ್ಜೆ ಕಾಲೇಜಿನ ಉಪನ್ಯಾಸಕರಾದ ಡಾ.ಪ್ರಭಾಕರ್ ಅವರು ಉಪನ್ಯಾಸ ನೀಡಿದರು. ಭಾರತೀಯ ಜೀವನ ಪದ್ಧತಿ ಹಾಗೂ ಸಂಸ್ಕೃತಿಯನ್ನು ಬಿಂಬಿಸುವ ಮಹಾಕಾವ್ಯ ರಾಮಾಯಣ. ರಾಮನ ಆದರ್ಶ ಗುಣಗಳನ್ನು ಶಿಕ್ಷಣದ ಮೂಲಕ ಪಡೆಯಬೇಕು ಎನ್ನುವುದು ತಿಳಿಯುತ್ತದೆ. ಜ್ಞಾನದ ಆಧಾರದಲ್ಲಿ, ತಪಸ್ಸಿನಿಂದ ವಾಲ್ಮೀಕಿಯವರು: [596, 937, 768, 1011]
- newspaper-title: ಹೊಸಪೇಟೆ ಟೈಮ್ಸ್: [420, 3, 525, 23]
- ramayana-paragraph: ಸಮಾಜವನ್ನು ಒಂದುಕಡೆ ಸೇರಿಸುವ, ಅವರ ಚಿಂತನೆಗಳನ್ನು ಮುನ್ನಡೆ ಹಾಗೂ ಸಮಾಜದ ಆರ್ಥಿಕ, ಶೈಕ್ಷಣಿಕ, ಸಾಮಾಜಿಕವಾಗಿ ಏನಾದರೂ ಬದಲಾವಣೆಗಳಾಗಿವೆ ಎಂಬುದರ ಬಗ್ಗೆ ಚರ್ಚೆಗಳನ್ನು ಇಂತಹ ವೇದಿಕೆಗಳ ಮೂಲಕ ಮಾಡುವಂತಾಗ ಅವಕಾಶವಿದೆ. ವಿವಿಧ ಎಸ್.ಸಿ, ಎಸ್.ಟಿ ಜನಾಂಗದವರ ಅಭಿವೃದ್ಧಿಗಾಗಿ ರಾಜ್ಯ ಸರ್ಕಾರವು ಬಜೆಟ್‌ನಲ್ಲಿ ಅನುದಾನ ನಿಗದಿಪಡಿಸಿ ಜಾರಿಗೆ ತರುತ್ತಿದೆ. ಎಸ್.ಸಿ, ಎಸ್.ಟಿ ಜನಾಂಗದವರ ರಾಜ್ಯದಲ್ಲಿ ಅಪಾರ ಕೊಡುಗೆ ನೀಡಿದ್ದಾರೆ.: [256, 962, 420, 1061]
- audience-member-head: [727, 1199, 734, 1206]
- audience-member-head: [754, 1215, 762, 1223]
- lead-subhead: ಲಕ್ಷಗಟ್ಟಲೆ ಹಣ ಎಲ್ಲಿಗೆ ಹೋಯಿತು:: [256, 412, 356, 423]
- audience-member-head: [633, 1199, 640, 1206]
- lead-paragraph: ಡಾ. ಅಂಬೇಡ್ಕರ್ ಅಧ್ಯಯನ ಪೀಠ ಮತ್ತು ಡಾ. ಬಾಬು ಜಗಜೀವನ ರಾಮ್ ಅಧ್ಯಯನ ಪೀಠ ಕಾರ್ಯದ ವಿಶ್ವವಿದ್ಯಾಲಯದಲ್ಲಿ ಕಾರ್ಯ ನಿರ್ವಹಣೆಯಲ್ಲಿ ಚಾಲ್ತಿಯಲ್ಲಿದೆ. ಆದರೆ 2011ನೇ ಜನಗಣತಿಯ ಪ್ರಕಾರ ಪರಿಶಿಷ್ಟ ಪಂಗಡದ ಜನಸಂಖ್ಯೆ ಬಳ್ಳಾರಿ ಜಿಲ್ಲೆಯಲ್ಲಿ (ಅವಿಭಜಿತ) ಹೆಚ್ಚು ಇದೆ. ದುರಂತ ಎಂದರೆ ಈ ವಿಶ್ವವಿದ್ಯಾಲಯದಲ್ಲಿ ವಾಲ್ಮೀಕಿ ಅಧ್ಯಯನ ಪೀಠ ಆರಂಭವೇ ಆಗಿಲ್ಲ. ಇದೇ ವಿಜಯನಗರದ ಹೊಸಪೇಟೆ ಕನ್ನಡ ವಿಶ್ವವಿದ್ಯಾಲಯದಲ್ಲಿ ವಾಲ್ಮೀಕಿ ಅಧ್ಯಯನ ಪೀಠ ಇದೆ, ಆದರೆ: [256, 528, 420, 640]
